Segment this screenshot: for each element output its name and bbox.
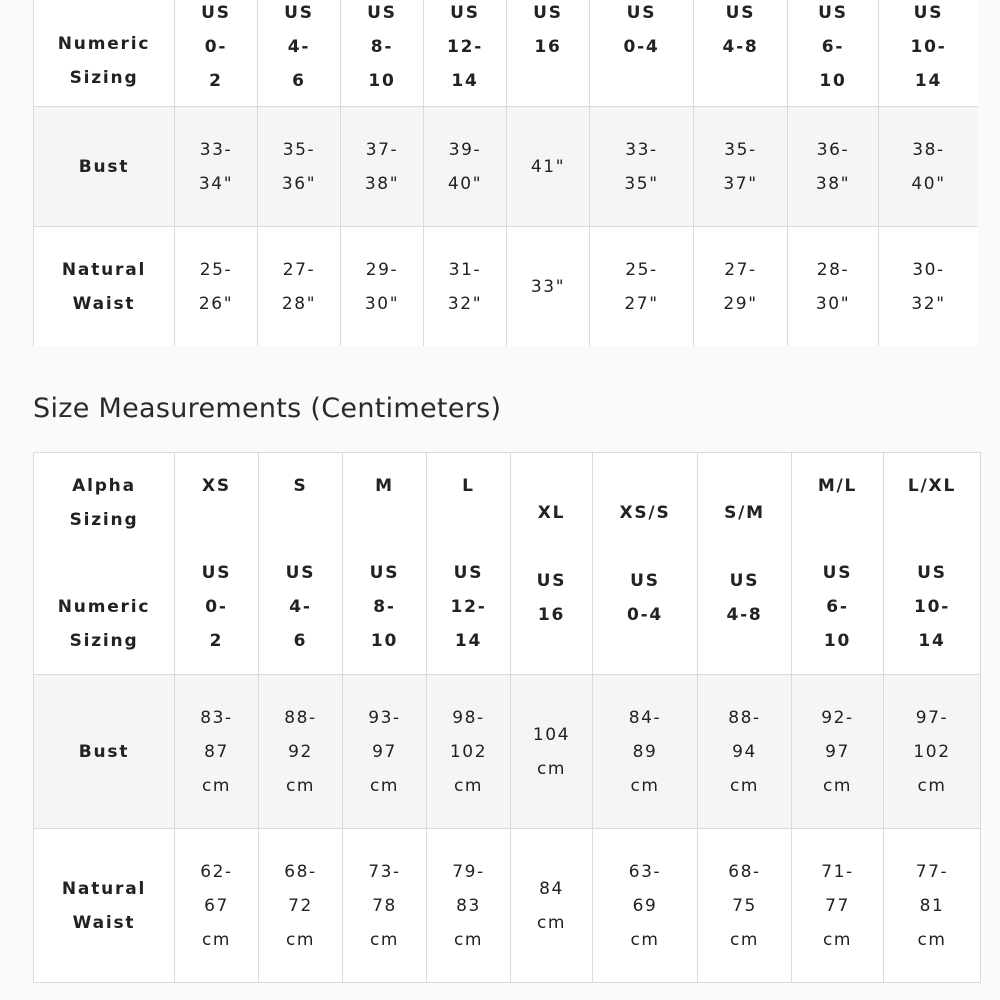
numeric-size-cell: US 12- 14: [424, 0, 507, 107]
bust-cell: 83- 87 cm: [175, 675, 259, 829]
waist-cell: 71- 77 cm: [792, 829, 884, 983]
waist-cell: 77- 81 cm: [884, 829, 981, 983]
alpha-size: L: [462, 476, 475, 496]
inch-size-table: [33, 0, 978, 346]
alpha-size: M/L: [817, 476, 858, 496]
waist-cell: 62- 67 cm: [175, 829, 259, 983]
bust-cell: 36- 38": [788, 107, 879, 227]
alpha-size: XS: [202, 476, 231, 496]
bust-cell: 93- 97 cm: [343, 675, 427, 829]
bust-cell: 39- 40": [424, 107, 507, 227]
numeric-size-cell: US 0-4: [590, 0, 694, 107]
section-title-centimeters: Size Measurements (Centimeters): [33, 393, 502, 424]
waist-cell: 79- 83 cm: [427, 829, 511, 983]
size-header-cell: [175, 453, 259, 675]
bust-row: [34, 675, 981, 829]
size-header-cell: [593, 453, 698, 675]
waist-cell: 68- 72 cm: [259, 829, 343, 983]
waist-cell: 28- 30": [788, 227, 879, 347]
waist-cell: 25- 27": [590, 227, 694, 347]
waist-cell: 84 cm: [511, 829, 593, 983]
row-label-natural-waist: Natural Waist: [34, 227, 175, 347]
numeric-size: US 4- 6: [285, 563, 316, 651]
numeric-size: US 16: [536, 570, 567, 625]
waist-cell: 30- 32": [879, 227, 979, 347]
natural-waist-row: [34, 227, 979, 347]
waist-cell: 29- 30": [341, 227, 424, 347]
numeric-sizing-row: [34, 0, 979, 107]
numeric-size: US 0-4: [626, 570, 664, 625]
size-header-cell: [343, 453, 427, 675]
inch-size-table-viewport[interactable]: [33, 0, 978, 346]
numeric-size: US 6- 10: [822, 563, 853, 651]
numeric-size-cell: US 4- 6: [258, 0, 341, 107]
waist-cell: 73- 78 cm: [343, 829, 427, 983]
alpha-size: M: [375, 476, 394, 496]
row-label-numeric-sizing: Numeric Sizing: [34, 0, 175, 107]
waist-cell: 31- 32": [424, 227, 507, 347]
bust-row: [34, 107, 979, 227]
cm-size-table-viewport[interactable]: [33, 452, 980, 983]
waist-cell: 63- 69 cm: [593, 829, 698, 983]
size-header-cell: [698, 453, 792, 675]
numeric-size-cell: US 10- 14: [879, 0, 979, 107]
numeric-size-cell: US 4-8: [694, 0, 788, 107]
numeric-size: US 10- 14: [913, 563, 951, 651]
row-label-numeric-sizing: Numeric Sizing: [57, 597, 151, 651]
bust-cell: 37- 38": [341, 107, 424, 227]
alpha-size: XS/S: [619, 502, 671, 523]
bust-cell: 41": [507, 107, 590, 227]
bust-cell: 88- 94 cm: [698, 675, 792, 829]
bust-cell: 35- 37": [694, 107, 788, 227]
row-label-natural-waist: Natural Waist: [34, 829, 175, 983]
numeric-size: US 4-8: [726, 570, 763, 625]
size-header-cell: [792, 453, 884, 675]
numeric-size-cell: US 8- 10: [341, 0, 424, 107]
bust-cell: 97- 102 cm: [884, 675, 981, 829]
numeric-size-cell: US 16: [507, 0, 590, 107]
cm-size-table: [33, 452, 981, 983]
numeric-size: US 8- 10: [369, 563, 400, 651]
size-header-cell: [511, 453, 593, 675]
bust-cell: 98- 102 cm: [427, 675, 511, 829]
row-label-bust: Bust: [34, 675, 175, 829]
bust-cell: 104 cm: [511, 675, 593, 829]
numeric-size: US 12- 14: [450, 563, 487, 651]
bust-cell: 33- 34": [175, 107, 258, 227]
bust-cell: 33- 35": [590, 107, 694, 227]
waist-cell: 27- 29": [694, 227, 788, 347]
row-label-alpha-sizing: Alpha Sizing: [69, 476, 139, 530]
alpha-numeric-sizing-row: [34, 453, 981, 675]
row-label-bust: Bust: [34, 107, 175, 227]
bust-cell: 92- 97 cm: [792, 675, 884, 829]
alpha-size: S/M: [724, 502, 765, 523]
size-header-cell: [427, 453, 511, 675]
alpha-size: XL: [537, 502, 566, 523]
bust-cell: 88- 92 cm: [259, 675, 343, 829]
numeric-size: US 0- 2: [201, 563, 232, 651]
alpha-size: L/XL: [907, 476, 957, 496]
waist-cell: 27- 28": [258, 227, 341, 347]
numeric-size-cell: US 6- 10: [788, 0, 879, 107]
waist-cell: 33": [507, 227, 590, 347]
alpha-size: S: [293, 476, 308, 496]
size-header-cell: [884, 453, 981, 675]
bust-cell: 38- 40": [879, 107, 979, 227]
numeric-size-cell: US 0- 2: [175, 0, 258, 107]
natural-waist-row: [34, 829, 981, 983]
bust-cell: 35- 36": [258, 107, 341, 227]
waist-cell: 25- 26": [175, 227, 258, 347]
row-label-alpha-numeric-sizing: [34, 453, 175, 675]
size-header-cell: [259, 453, 343, 675]
waist-cell: 68- 75 cm: [698, 829, 792, 983]
bust-cell: 84- 89 cm: [593, 675, 698, 829]
